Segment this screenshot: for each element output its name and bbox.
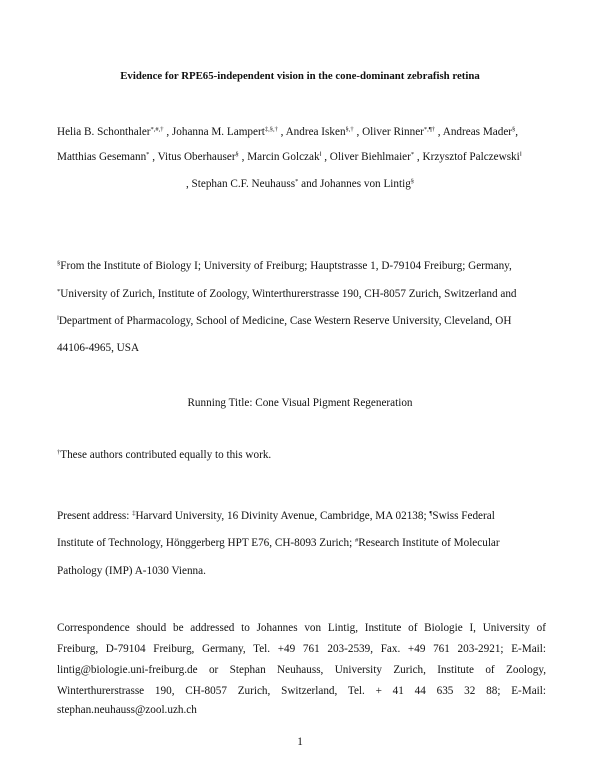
present-address-text: Harvard University, 16 Divinity Avenue, Cambridge, MA 02138; xyxy=(135,510,430,522)
author-separator: , xyxy=(515,126,519,138)
present-address-text: Swiss Federal xyxy=(432,510,495,522)
author-name: , Vitus Oberhauser xyxy=(152,151,236,163)
author-affiliation-mark: * xyxy=(410,151,415,158)
author-affiliation-mark: §,† xyxy=(345,126,354,133)
author-name: and Johannes von Lintig xyxy=(298,178,411,190)
present-address-line xyxy=(57,536,500,550)
author-affiliation-mark: * xyxy=(295,178,299,185)
author-name: , Oliver Biehlmaier xyxy=(324,151,411,163)
correspondence-line: Freiburg, D-79104 Freiburg, Germany, Tel. +49 761 203-2539, Fax. +49 761 203-2921; E-Mail: xyxy=(57,643,546,655)
page-number: 1 xyxy=(297,736,303,748)
author-affiliation-mark: *,¶† xyxy=(423,126,435,133)
affiliation-line xyxy=(57,314,511,328)
author-name: , Krzysztof Palczewski xyxy=(416,151,520,163)
author-name: Matthias Gesemann xyxy=(57,151,147,163)
author-line-3 xyxy=(0,177,600,191)
correspondence-line: lintig@biologie.uni-freiburg.de or Stephan Neuhauss, University Zurich, Institute of Zoology, xyxy=(57,664,546,676)
present-address-text: Institute of Technology, Hönggerberg HPT E76, CH-8093 Zurich; xyxy=(57,537,356,549)
correspondence-email[interactable]: stephan.neuhauss@zool.uzh.ch xyxy=(57,704,197,716)
author-name: , Oliver Rinner xyxy=(356,126,424,138)
author-name: , Marcin Golczak xyxy=(241,151,320,163)
author-affiliation-mark: ‖ xyxy=(519,151,522,158)
equal-contribution-note xyxy=(57,448,271,462)
author-name: , Andreas Mader xyxy=(437,126,513,138)
author-name: , Andrea Isken xyxy=(280,126,346,138)
address-mark: ¶ xyxy=(429,510,433,517)
author-affiliation-mark: ‖ xyxy=(319,151,322,158)
running-title: Running Title: Cone Visual Pigment Regeneration xyxy=(187,397,413,409)
author-line-1 xyxy=(57,125,518,139)
present-address-line xyxy=(57,509,495,523)
affiliation-text: University of Zurich, Institute of Zoology, Winterthurerstrasse 190, CH-8057 Zurich, Switzerland and xyxy=(60,288,517,300)
present-address-line: Pathology (IMP) A-1030 Vienna. xyxy=(57,565,206,577)
present-address-text: Research Institute of Molecular xyxy=(358,537,500,549)
correspondence-line: Correspondence should be addressed to Johannes von Lintig, Institute of Biologie I, University of xyxy=(57,622,546,634)
author-affiliation-mark: § xyxy=(410,178,415,185)
affiliation-line xyxy=(57,287,517,301)
affiliation-mark: § xyxy=(57,260,61,267)
affiliation-mark: * xyxy=(57,288,61,295)
author-affiliation-mark: § xyxy=(235,151,239,158)
paper-title: Evidence for RPE65-independent vision in the cone-dominant zebrafish retina xyxy=(120,70,480,82)
address-mark: # xyxy=(355,537,359,544)
affiliation-mark: ‖ xyxy=(57,315,59,322)
footnote-text: These authors contributed equally to this work. xyxy=(60,449,272,461)
footnote-mark: † xyxy=(57,449,61,456)
author-affiliation-mark: ‡,§,† xyxy=(264,126,278,133)
author-affiliation-mark: * xyxy=(146,151,150,158)
affiliation-text: From the Institute of Biology I; University of Freiburg; Hauptstrasse 1, D-79104 Freiburg; Germany, xyxy=(60,260,512,272)
affiliation-line: 44106-4965, USA xyxy=(57,342,140,354)
author-affiliation-mark: § xyxy=(512,126,516,133)
affiliation-text: Department of Pharmacology, School of Medicine, Case Western Reserve University, Cleveland, OH xyxy=(58,315,512,327)
author-line-2 xyxy=(57,150,522,164)
author-name: Helia B. Schonthaler xyxy=(57,126,151,138)
author-affiliation-mark: *,#,† xyxy=(150,126,164,133)
author-name: , Johanna M. Lampert xyxy=(166,126,265,138)
affiliation-line xyxy=(57,259,512,273)
address-mark: ‡ xyxy=(132,510,136,517)
correspondence-line: Winterthurerstrasse 190, CH-8057 Zurich, Switzerland, Tel. + 41 44 635 32 88; E-Mail: xyxy=(57,685,546,697)
author-name: , Stephan C.F. Neuhauss xyxy=(185,178,296,190)
present-address-text: Present address: xyxy=(57,510,133,522)
